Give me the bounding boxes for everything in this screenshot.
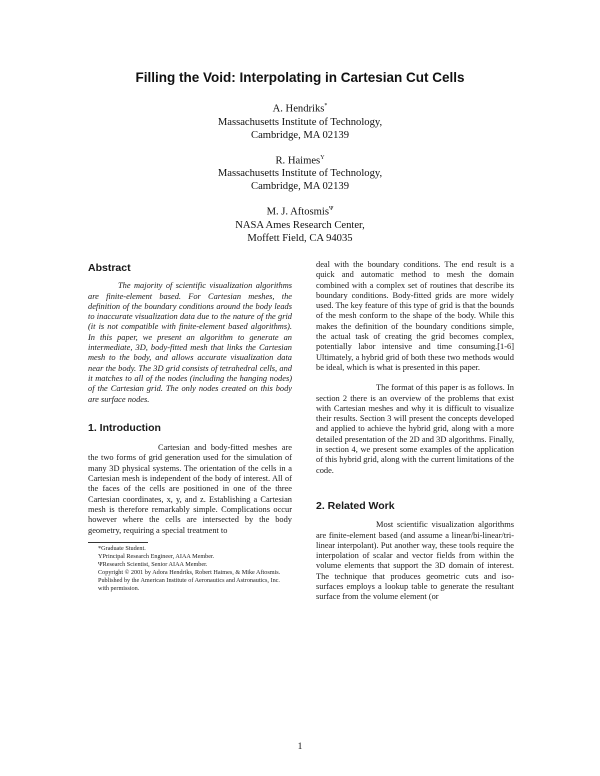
author-entry xyxy=(0,203,600,245)
author-mark: Y xyxy=(320,154,325,161)
abstract-heading: Abstract xyxy=(88,262,131,274)
author-name: R. Haimes xyxy=(275,155,321,167)
author-location: Moffett Field, CA 94035 xyxy=(247,232,353,244)
author-location: Cambridge, MA 02139 xyxy=(251,129,349,141)
related-work-paragraph: Most scientific visualization algorithms are finite-element based (and assume a linear/bi-linear/tri-linear interpolant). Put another way, these tools require the interpolation of scalar and vector fields from within the volume elements that support the 3D domain of interest. The technique that produces geometric cuts and iso-surfaces employs a lookup table to generate the resultant surface from the volume element (or xyxy=(316,520,514,602)
author-name-line xyxy=(0,203,600,219)
author-name: A. Hendriks xyxy=(272,103,325,115)
author-mark: Ψ xyxy=(328,206,334,213)
author-name-line xyxy=(0,152,600,168)
author-affiliation: Massachusetts Institute of Technology, xyxy=(217,168,383,180)
footnote-item: ΨResearch Scientist, Senior AIAA Member. xyxy=(98,560,208,568)
left-column xyxy=(88,258,292,593)
author-name: M. J. Aftosmis xyxy=(266,206,329,218)
author-affiliation: Massachusetts Institute of Technology, xyxy=(217,116,383,128)
body-paragraph: deal with the boundary conditions. The end result is a quick and automatic method to mesh the domain combined with a complex set of routines that describe its boundary conditions. Body-fitted grids are more widely used. The key feature of this type of grid is that the bounds of the mesh conform to the shape of the body. While this makes the definition of the boundary conditions simple, the actual task of creating the grid becomes complex, potentially labor intensive and time consuming.[1-6] Ultimately, a hybrid grid of both these two methods would be ideal, which is what is presented in this paper. xyxy=(316,260,514,372)
body-paragraph: The format of this paper is as follows. In section 2 there is an overview of the problems that exist with Cartesian meshes and why it is difficult to visualize their results. Section 3 will present the concepts developed and applied to achieve the hybrid grid, along with a more detailed presentation of the 2D and 3D algorithms. Finally, in section 4, we present some examples of the application of this hybrid grid, along with the current limitations of the code. xyxy=(316,383,514,475)
footnote-item: YPrincipal Research Engineer, AIAA Member. xyxy=(98,552,215,560)
author-mark: * xyxy=(324,103,328,109)
paper-title: Filling the Void: Interpolating in Cartesian Cut Cells xyxy=(135,70,465,85)
author-location: Cambridge, MA 02139 xyxy=(251,181,349,193)
author-entry xyxy=(0,152,600,194)
author-name-line xyxy=(0,100,600,116)
author-entry xyxy=(0,100,600,142)
author-affiliation: NASA Ames Research Center, xyxy=(235,219,365,231)
introduction-heading: 1. Introduction xyxy=(88,421,161,434)
footnotes xyxy=(88,545,292,593)
footnote-divider xyxy=(88,542,148,543)
abstract-text: The majority of scientific visualization algorithms are finite-element based. For Cartesian meshes, the definition of the boundary conditions around the body leads to inaccurate visualization data due to the nature of the grid (it is not compatible with finite-element based algorithms). In this paper, we present an algorithm to generate an intermediate, 3D, body-fitted mesh that links the Cartesian mesh to the body, and allows accurate visualization data near the body. The 3D grid consists of tetrahedral cells, and it matches to all of the nodes (including the hanging nodes) of the Cartesian grid. The only nodes created on this body are surface nodes. xyxy=(88,281,292,404)
footnote-copyright: Copyright © 2001 by Adora Hendriks, Robert Haimes, & Mike Aftosmis. Published by the American Institute of Aeronautics and Astronautics, Inc. with permission. xyxy=(98,568,281,592)
introduction-paragraph: Cartesian and body-fitted meshes are the two forms of grid generation used for the simulation of many 3D physical systems. The orientation of the cells in a Cartesian mesh is independent of the body of interest. All of the faces of the cells are positioned in one of the three Cartesian coordinates, x, y, and z. Establishing a Cartesian mesh is therefore remarkably simple. Complications occur however where the cells are intersected by the body geometry, requiring a special treatment to xyxy=(88,443,292,535)
footnote-item: *Graduate Student. xyxy=(98,544,146,552)
right-column xyxy=(316,260,514,603)
author-block xyxy=(0,100,600,255)
related-work-heading: 2. Related Work xyxy=(316,499,395,512)
page-number: 1 xyxy=(297,742,303,752)
